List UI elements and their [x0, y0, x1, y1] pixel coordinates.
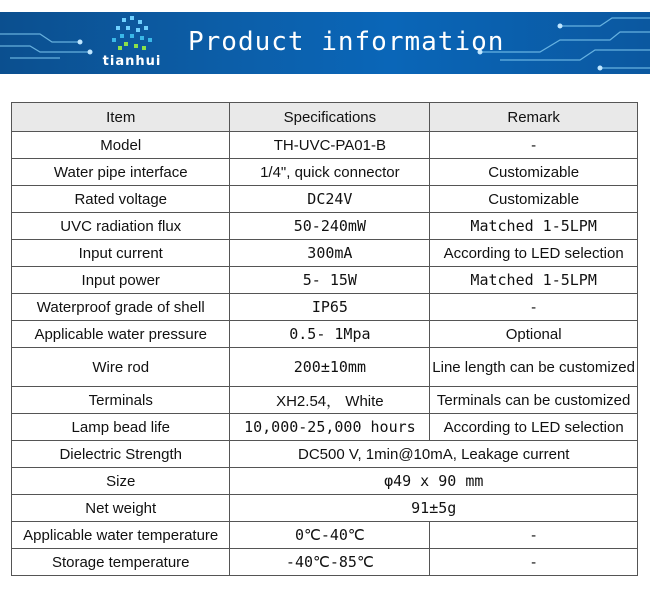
row-remark: Terminals can be customized [430, 387, 638, 414]
table-row [12, 240, 638, 267]
table-row [12, 186, 638, 213]
row-remark: - [430, 294, 638, 321]
row-remark: Matched 1-5LPM [430, 213, 638, 240]
row-spec: DC24V [230, 186, 430, 213]
sparkle-logo-icon [92, 14, 172, 56]
table-row [12, 213, 638, 240]
row-item: Water pipe interface [12, 159, 230, 186]
row-spec: 0.5- 1Mpa [230, 321, 430, 348]
row-item: Net weight [12, 495, 230, 522]
row-spec: 10,000-25,000 hours [230, 414, 430, 441]
row-spec: 5- 15W [230, 267, 430, 294]
row-item: Input power [12, 267, 230, 294]
table-row [12, 522, 638, 549]
product-spec-table [11, 102, 638, 576]
row-item: Wire rod [12, 348, 230, 387]
row-item: Storage temperature [12, 549, 230, 576]
table-row-merged [12, 441, 638, 468]
row-spec: 300mA [230, 240, 430, 267]
row-item: Terminals [12, 387, 230, 414]
table-row [12, 414, 638, 441]
table-row-merged [12, 468, 638, 495]
table-row [12, 294, 638, 321]
row-spec: TH-UVC-PA01-B [230, 132, 430, 159]
row-remark: According to LED selection [430, 414, 638, 441]
row-item: Applicable water pressure [12, 321, 230, 348]
row-item: Dielectric Strength [12, 441, 230, 468]
row-spec-merged: 91±5g [230, 495, 638, 522]
row-remark: Line length can be customized [430, 348, 638, 387]
row-remark: Customizable [430, 186, 638, 213]
row-item: Lamp bead life [12, 414, 230, 441]
row-remark: Customizable [430, 159, 638, 186]
table-row [12, 321, 638, 348]
header-remark: Remark [430, 103, 638, 132]
header-specifications: Specifications [230, 103, 430, 132]
table-row [12, 267, 638, 294]
row-spec-merged: DC500 V, 1min@10mA, Leakage current [230, 441, 638, 468]
table-row [12, 159, 638, 186]
row-remark: - [430, 522, 638, 549]
table-row [12, 132, 638, 159]
row-item: Input current [12, 240, 230, 267]
row-spec: IP65 [230, 294, 430, 321]
table-row-merged [12, 495, 638, 522]
row-item: Rated voltage [12, 186, 230, 213]
page-title: Product information [188, 27, 505, 57]
row-spec-merged: φ49 x 90 mm [230, 468, 638, 495]
row-item: Size [12, 468, 230, 495]
row-remark: Optional [430, 321, 638, 348]
row-item: Applicable water temperature [12, 522, 230, 549]
row-remark: - [430, 132, 638, 159]
row-spec: 50-240mW [230, 213, 430, 240]
header-banner [0, 12, 650, 74]
brand-logo [92, 14, 172, 72]
row-item: UVC radiation flux [12, 213, 230, 240]
row-spec: 0℃-40℃ [230, 522, 430, 549]
row-spec: -40℃-85℃ [230, 549, 430, 576]
row-item: Waterproof grade of shell [12, 294, 230, 321]
row-item: Model [12, 132, 230, 159]
table-row [12, 387, 638, 414]
row-remark: According to LED selection [430, 240, 638, 267]
table-row [12, 549, 638, 576]
row-remark: Matched 1-5LPM [430, 267, 638, 294]
row-spec: XH2.54， White [230, 387, 430, 414]
row-remark: - [430, 549, 638, 576]
brand-logo-text: tianhui [102, 54, 162, 69]
table-header-row [12, 103, 638, 132]
row-spec: 200±10mm [230, 348, 430, 387]
table-row [12, 348, 638, 387]
header-item: Item [12, 103, 230, 132]
row-spec: 1/4", quick connector [230, 159, 430, 186]
